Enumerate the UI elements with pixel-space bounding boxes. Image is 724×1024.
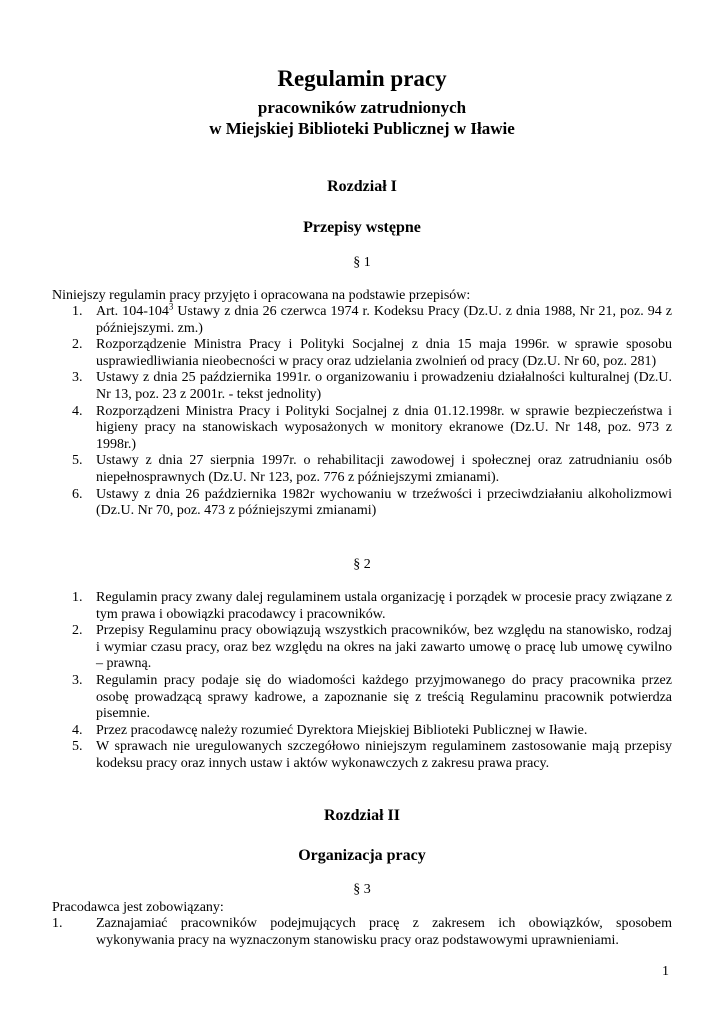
list-item-number: 2. xyxy=(72,623,83,639)
list-item xyxy=(52,723,672,740)
list-item-number: 2. xyxy=(72,337,83,353)
list-item-text: Ustawy z dnia 27 sierpnia 1997r. o rehabilitacji zawodowej i społecznej oraz zatrudnianiu osób niepełnosprawnych (Dz.U. Nr 123, poz. 776 z późniejszymi zmianami). xyxy=(96,453,672,485)
chapter-1-label: Rozdział I xyxy=(327,178,397,195)
list-item xyxy=(52,739,672,772)
list-item-number: 4. xyxy=(72,722,83,738)
section-2-symbol: § 2 xyxy=(353,557,371,572)
list-item xyxy=(52,301,672,337)
list-item-number: 5. xyxy=(72,453,83,469)
list-item xyxy=(52,487,672,520)
list-item-text: W sprawach nie uregulowanych szczegółowo niniejszym regulaminem zastosowanie mają przepisy kodeksu pracy oraz innych ustaw i aktów wykonawczych z zakresu prawa pracy. xyxy=(96,739,672,771)
section-3-intro: Pracodawca jest zobowiązany: xyxy=(52,900,224,915)
list-item-number: 3. xyxy=(72,370,83,386)
list-item-text: Ustawy z dnia 25 października 1991r. o organizowaniu i prowadzeniu działalności kulturalnej (Dz.U. Nr 13, poz. 23 z 2001r. - tekst jednolity) xyxy=(96,370,672,402)
list-item-text: Regulamin pracy zwany dalej regulaminem ustala organizację i porządek w procesie pracy związane z tym prawa i obowiązki pracodawcy i pracowników. xyxy=(96,590,672,622)
list-item-text: Przepisy Regulaminu pracy obowiązują wszystkich pracowników, bez względu na stanowisko, rodzaj i wymiar czasu pracy, oraz bez względu na okres na jaki zawarto umowę o pracę lub umowę cywilno – prawną. xyxy=(96,623,672,672)
list-item xyxy=(52,337,672,370)
list-item-text: Rozporządzenie Ministra Pracy i Polityki Socjalnej z dnia 15 maja 1996r. w sprawie sposobu usprawiedliwiania nieobecności w pracy oraz udzielania zwolnień od pracy (Dz.U. Nr 60, poz. 281) xyxy=(96,337,672,369)
section-2-list xyxy=(52,590,672,773)
list-item-text: Ustawy z dnia 26 października 1982r wychowaniu w trzeźwości i przeciwdziałaniu alkoholizmowi (Dz.U. Nr 70, poz. 473 z późniejszymi zmianami) xyxy=(96,486,672,519)
list-item-number: 4. xyxy=(72,403,83,419)
list-item xyxy=(52,404,672,454)
section-3-symbol: § 3 xyxy=(353,882,371,897)
list-item-text: Zaznajamiać pracowników podejmujących pracę z zakresem ich obowiązków, sposobem wykonywania pracy na wyznaczonym stanowisku pracy oraz podstawowymi uprawnieniami. xyxy=(96,916,672,948)
list-item-number: 3. xyxy=(72,672,83,688)
list-item xyxy=(52,370,672,403)
document-subtitle-2: w Miejskiej Biblioteki Publicznej w Iławie xyxy=(209,119,515,138)
section-1-list xyxy=(52,301,672,520)
list-item-number: 5. xyxy=(72,739,83,755)
list-item xyxy=(52,916,672,949)
list-item-number: 1. xyxy=(72,304,83,319)
page-number: 1 xyxy=(662,964,669,979)
list-item xyxy=(52,453,672,486)
section-1-intro: Niniejszy regulamin pracy przyjęto i opracowana na podstawie przepisów: xyxy=(52,288,471,303)
list-item xyxy=(52,623,672,673)
list-item-number: 1. xyxy=(72,590,83,605)
chapter-1-name: Przepisy wstępne xyxy=(303,219,421,236)
list-item-text: Rozporządzeni Ministra Pracy i Polityki Socjalnej z dnia 01.12.1998r. w sprawie bezpieczeństwa i higieny pracy na stanowiskach wyposażonych w monitory ekranowe (Dz.U. Nr 148, poz. 973 z 1998r.) xyxy=(96,403,672,452)
document-title: Regulamin pracy xyxy=(277,66,447,91)
list-item xyxy=(52,590,672,623)
list-item xyxy=(52,673,672,723)
section-3-list xyxy=(52,916,672,949)
list-item-text-a: Art. 104-104 xyxy=(96,304,169,319)
list-item-number: 6. xyxy=(72,486,83,502)
chapter-2-name: Organizacja pracy xyxy=(298,847,426,864)
list-item-number: 1. xyxy=(52,916,63,931)
document-subtitle-1: pracowników zatrudnionych xyxy=(257,98,467,117)
list-item-text-b: Ustawy z dnia 26 czerwca 1974 r. Kodeksu Pracy (Dz.U. z dnia 1988, Nr 21, poz. 94 z późniejszymi. zm.) xyxy=(96,304,672,336)
section-1-symbol: § 1 xyxy=(353,255,371,270)
list-item-text: Regulamin pracy podaje się do wiadomości każdego przyjmowanego do pracy pracownika przez osobę prowadzącą sprawy kadrowe, a zapoznanie się z treścią Regulaminu pracownik potwierdza pisemnie. xyxy=(96,672,672,722)
chapter-2-label: Rozdział II xyxy=(324,807,400,824)
superscript: 3 xyxy=(168,301,174,312)
list-item-text: Przez pracodawcę należy rozumieć Dyrektora Miejskiej Biblioteki Publicznej w Iławie. xyxy=(96,722,588,738)
